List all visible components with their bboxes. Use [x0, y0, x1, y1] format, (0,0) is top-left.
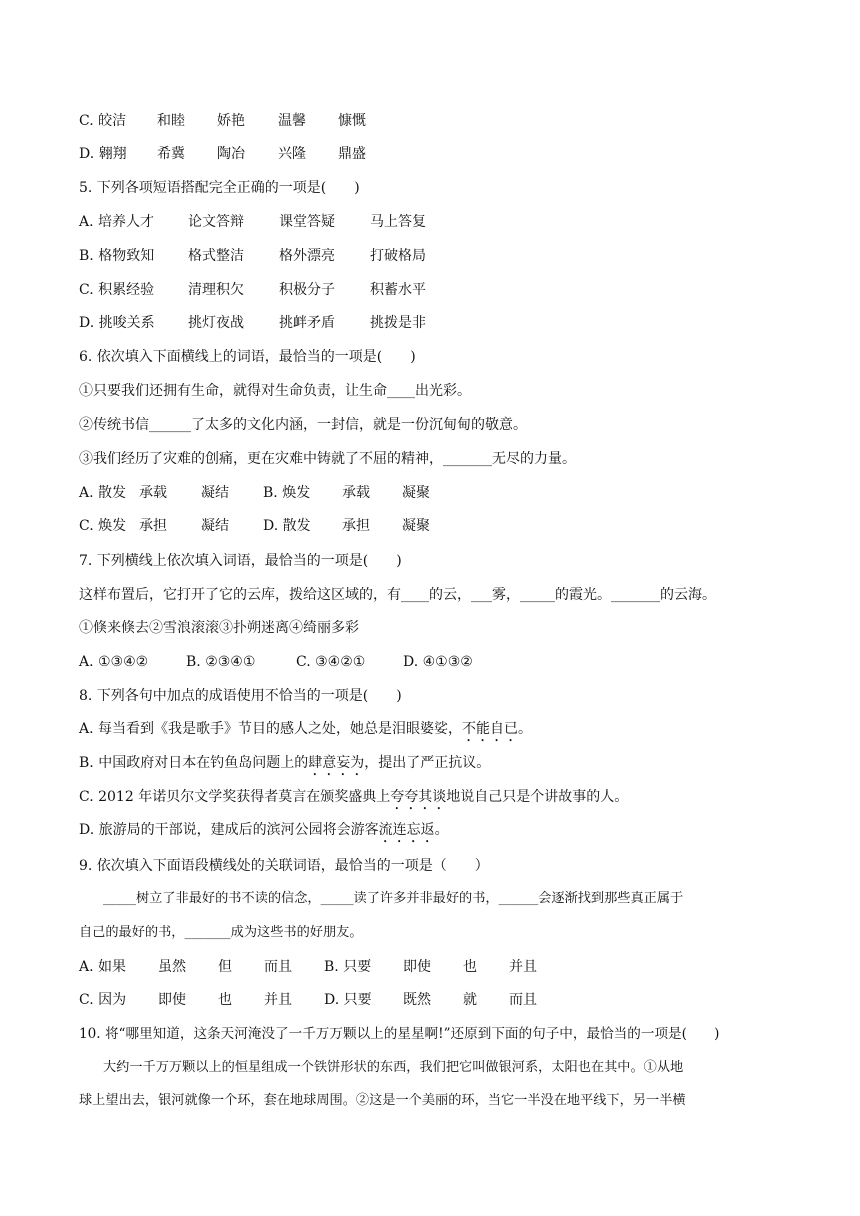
option-text: 承担 — [342, 518, 370, 534]
question-7: 7. 下列横线上依次填入词语，最恰当的一项是( ) — [79, 553, 402, 569]
option-text: 凝结 — [201, 518, 229, 534]
option-text: 论文答辩 — [188, 214, 244, 230]
option-text: 而且 — [509, 992, 537, 1008]
question-10: 10. 将“哪里知道，这条天河淹没了一千万万颗以上的星星啊!”还原到下面的句子中，最恰当的一项是( ) — [79, 1026, 720, 1042]
option-text: 即使 — [403, 959, 431, 975]
option-text: 积蓄水平 — [370, 282, 426, 298]
option-text: 马上答复 — [370, 214, 426, 230]
option-text: 娇艳 — [217, 113, 245, 129]
q5-option-c — [79, 279, 784, 301]
q6-sentence-3: ③我们经历了灾难的创痛，更在灾难中铸就了不屈的精神，_______无尽的力量。 — [79, 451, 576, 467]
option-text: 积极分子 — [279, 282, 335, 298]
option-text: 承载 — [139, 485, 167, 501]
option-text: 凝聚 — [402, 518, 430, 534]
option-text: C. 积累经验 — [79, 282, 155, 298]
q10-passage-line-2: 球上望出去，银河就像一个环，套在地球周围。②这是一个美丽的环，当它一半没在地平线下，另一半横 — [79, 1093, 686, 1108]
q5-option-a — [79, 211, 784, 233]
q9-options-ab — [79, 956, 784, 978]
option-text: D. 翱翔 — [79, 146, 127, 162]
option-text: 既然 — [403, 992, 431, 1008]
q6-options-ab — [79, 482, 784, 504]
q4-option-d — [79, 143, 784, 165]
q4-option-c — [79, 110, 784, 132]
q9-passage-line-2: 自己的最好的书，_______成为这些书的好朋友。 — [79, 925, 363, 940]
option-text: 挑拨是非 — [370, 315, 426, 331]
option-text: B. 格物致知 — [79, 248, 155, 264]
option-text: 格外漂亮 — [279, 248, 335, 264]
q8-option-d — [79, 819, 784, 841]
option-text: D. 只要 — [324, 992, 372, 1008]
sentence-text: 。 — [518, 721, 533, 737]
sentence-text: 地说自己只是个讲故事的人。 — [446, 789, 629, 805]
option-text: 鼎盛 — [338, 146, 366, 162]
option-text: 虽然 — [158, 959, 186, 975]
q5-option-b — [79, 245, 784, 267]
q7-word-list: ①倏来倏去②雪浪滚滚③扑朔迷离④绮丽多彩 — [79, 620, 359, 636]
option-text: C. 皎洁 — [79, 113, 127, 129]
q8-option-b — [79, 752, 784, 774]
option-text: 就 — [463, 992, 477, 1008]
option-text: 兴隆 — [278, 146, 306, 162]
option-text: 但 — [218, 959, 232, 975]
dotted-idiom: 夸夸其谈 — [390, 789, 447, 805]
option-text: 也 — [463, 959, 477, 975]
option-text: 并且 — [509, 959, 537, 975]
option-text: 凝聚 — [402, 485, 430, 501]
q7-passage: 这样布置后，它打开了它的云库，拨给这区域的，有____的云，___雾，_____的霞光。_______的云海。 — [79, 587, 716, 603]
sentence-text: D. 旅游局的干部说，建成后的滨河公园将会游客 — [79, 822, 379, 838]
option-text: 打破格局 — [370, 248, 426, 264]
option-text: 陶冶 — [217, 146, 245, 162]
q6-sentence-1: ①只要我们还拥有生命，就得对生命负责，让生命____出光彩。 — [79, 383, 471, 399]
q7-options — [79, 651, 784, 673]
option-text: 和睦 — [157, 113, 185, 129]
option-text: A. ①③④② — [79, 654, 149, 670]
q8-option-c — [79, 786, 784, 808]
question-8: 8. 下列各句中加点的成语使用不恰当的一项是( ) — [79, 688, 402, 704]
q6-options-cd — [79, 515, 784, 537]
option-text: 温馨 — [278, 113, 306, 129]
sentence-text: 。 — [434, 822, 449, 838]
option-text: A. 散发 — [79, 485, 127, 501]
option-text: 课堂答疑 — [279, 214, 335, 230]
q5-option-d — [79, 312, 784, 334]
option-text: 清理积欠 — [188, 282, 244, 298]
q8-option-a — [79, 718, 784, 740]
option-text: C. 焕发 — [79, 518, 127, 534]
dotted-idiom: 不能自已 — [462, 721, 519, 737]
sentence-text: C. 2012 年诺贝尔文学奖获得者莫言在颁奖盛典上 — [79, 789, 391, 805]
option-text: 格式整洁 — [188, 248, 244, 264]
option-text: B. 只要 — [324, 959, 372, 975]
dotted-idiom: 肆意妄为 — [308, 755, 365, 771]
q6-sentence-2: ②传统书信______了太多的文化内涵，一封信，就是一份沉甸甸的敬意。 — [79, 417, 527, 433]
sentence-text: ，提出了严正抗议。 — [364, 755, 491, 771]
question-9: 9. 依次填入下面语段横线处的关联词语，最恰当的一项是（ ） — [79, 858, 489, 874]
option-text: 慷慨 — [338, 113, 366, 129]
option-text: D. 散发 — [263, 518, 311, 534]
option-text: D. 挑唆关系 — [79, 315, 155, 331]
option-text: 并且 — [264, 992, 292, 1008]
option-text: 承载 — [342, 485, 370, 501]
option-text: C. 因为 — [79, 992, 127, 1008]
option-text: A. 培养人才 — [79, 214, 155, 230]
option-text: 挑灯夜战 — [188, 315, 244, 331]
q9-passage-line-1: _____树立了非最好的书不读的信念，_____读了许多并非最好的书，______会逐渐找到那些真正属于 — [103, 891, 684, 906]
option-text: 挑衅矛盾 — [279, 315, 335, 331]
option-text: A. 如果 — [79, 959, 127, 975]
sentence-text: A. 每当看到《我是歌手》节目的感人之处，她总是泪眼婆娑， — [79, 721, 463, 737]
option-text: C. ③④②① — [296, 654, 366, 670]
q10-passage-line-1: 大约一千万万颗以上的恒星组成一个铁饼形状的东西，我们把它叫做银河系，太阳也在其中。①从地 — [103, 1060, 684, 1075]
option-text: 而且 — [264, 959, 292, 975]
question-5: 5. 下列各项短语搭配完全正确的一项是( ) — [79, 180, 360, 196]
q9-options-cd — [79, 989, 784, 1011]
option-text: 希冀 — [157, 146, 185, 162]
option-text: 凝结 — [201, 485, 229, 501]
option-text: B. 焕发 — [263, 485, 311, 501]
option-text: 即使 — [158, 992, 186, 1008]
dotted-idiom: 流连忘返 — [378, 822, 435, 838]
option-text: D. ④①③② — [403, 654, 473, 670]
option-text: 承担 — [139, 518, 167, 534]
option-text: B. ②③④① — [186, 654, 256, 670]
option-text: 也 — [218, 992, 232, 1008]
question-6: 6. 依次填入下面横线上的词语，最恰当的一项是( ) — [79, 349, 416, 365]
sentence-text: B. 中国政府对日本在钓鱼岛问题上的 — [79, 755, 309, 771]
